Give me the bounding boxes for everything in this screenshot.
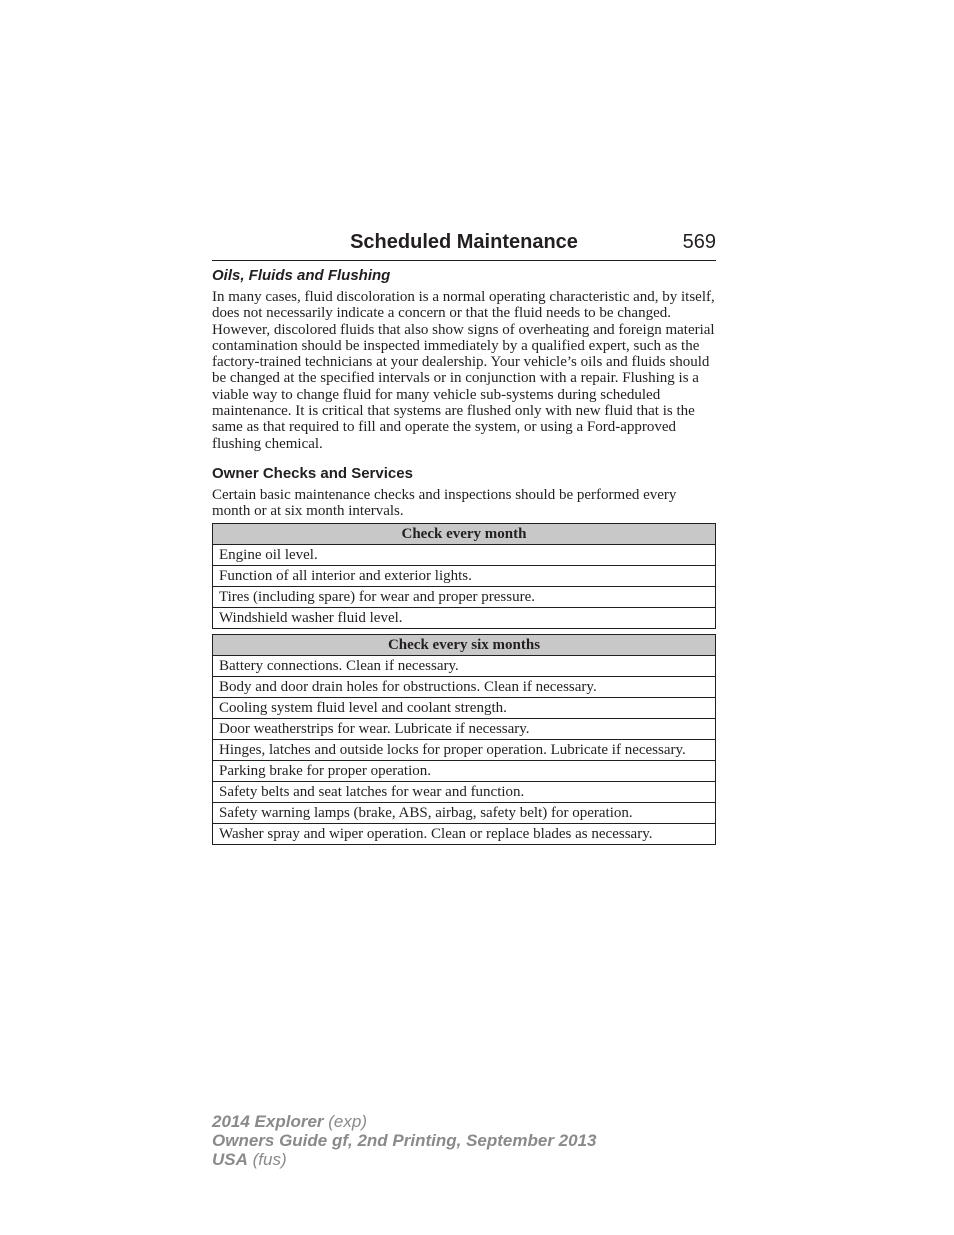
page-header <box>212 229 716 261</box>
table-cell: Safety belts and seat latches for wear and function. <box>213 781 716 802</box>
footer-model-code: (exp) <box>328 1112 367 1131</box>
paragraph-owner-checks: Certain basic maintenance checks and inspections should be performed every month or at six month intervals. <box>212 486 677 520</box>
table-row <box>213 544 716 565</box>
table-row <box>213 718 716 739</box>
table-row <box>213 697 716 718</box>
table-row <box>213 586 716 607</box>
table-row <box>213 676 716 697</box>
table-header-cell: Check every six months <box>213 634 716 655</box>
table-cell: Body and door drain holes for obstructions. Clean if necessary. <box>213 676 716 697</box>
table-header-cell: Check every month <box>213 523 716 544</box>
page-content <box>212 266 716 845</box>
footer-market: USA <box>212 1150 248 1169</box>
page-number: 569 <box>682 231 716 253</box>
table-row <box>213 565 716 586</box>
table-check-every-six-months <box>212 634 716 845</box>
table-row <box>213 760 716 781</box>
table-header-row <box>213 523 716 544</box>
table-cell: Door weatherstrips for wear. Lubricate if necessary. <box>213 718 716 739</box>
table-cell: Engine oil level. <box>213 544 716 565</box>
table-cell: Battery connections. Clean if necessary. <box>213 655 716 676</box>
table-cell: Windshield washer fluid level. <box>213 607 716 628</box>
table-row <box>213 655 716 676</box>
table-cell: Washer spray and wiper operation. Clean or replace blades as necessary. <box>213 823 716 844</box>
footer-guide-line <box>212 1131 596 1150</box>
table-cell: Parking brake for proper operation. <box>213 760 716 781</box>
table-cell: Safety warning lamps (brake, ABS, airbag, safety belt) for operation. <box>213 802 716 823</box>
table-row <box>213 823 716 844</box>
table-header-row <box>213 634 716 655</box>
table-cell: Hinges, latches and outside locks for proper operation. Lubricate if necessary. <box>213 739 716 760</box>
table-cell: Function of all interior and exterior lights. <box>213 565 716 586</box>
paragraph-oils-fluids: In many cases, fluid discoloration is a normal operating characteristic and, by itself, does not necessarily indicate a concern or that the fluid needs to be changed. However, discolored fluids that also show signs of overheating and foreign material contamination should be inspected immediately by a qualified expert, such as the factory-trained technicians at your dealership. Your vehicle’s oils and fluids should be changed at the specified intervals or in conjunction with a repair. Flushing is a viable way to change fluid for many vehicle sub-systems during scheduled maintenance. It is critical that systems are flushed only with new fluid that is the same as that required to fill and operate the system, or using a Ford-approved flushing chemical. <box>212 289 715 452</box>
table-cell: Cooling system fluid level and coolant strength. <box>213 697 716 718</box>
page-footer <box>212 1112 596 1169</box>
table-cell: Tires (including spare) for wear and proper pressure. <box>213 586 716 607</box>
table-row <box>213 781 716 802</box>
footer-model: 2014 Explorer <box>212 1112 324 1131</box>
table-check-every-month <box>212 523 716 629</box>
footer-market-line <box>212 1150 596 1169</box>
section-heading-oils-fluids: Oils, Fluids and Flushing <box>212 267 391 284</box>
table-row <box>213 802 716 823</box>
table-row <box>213 607 716 628</box>
section-heading-owner-checks: Owner Checks and Services <box>212 464 413 482</box>
footer-guide: Owners Guide gf, 2nd Printing, September 2013 <box>212 1131 597 1150</box>
page-title: Scheduled Maintenance <box>350 231 578 253</box>
footer-model-line <box>212 1112 596 1131</box>
table-row <box>213 739 716 760</box>
footer-market-code: (fus) <box>252 1150 287 1169</box>
